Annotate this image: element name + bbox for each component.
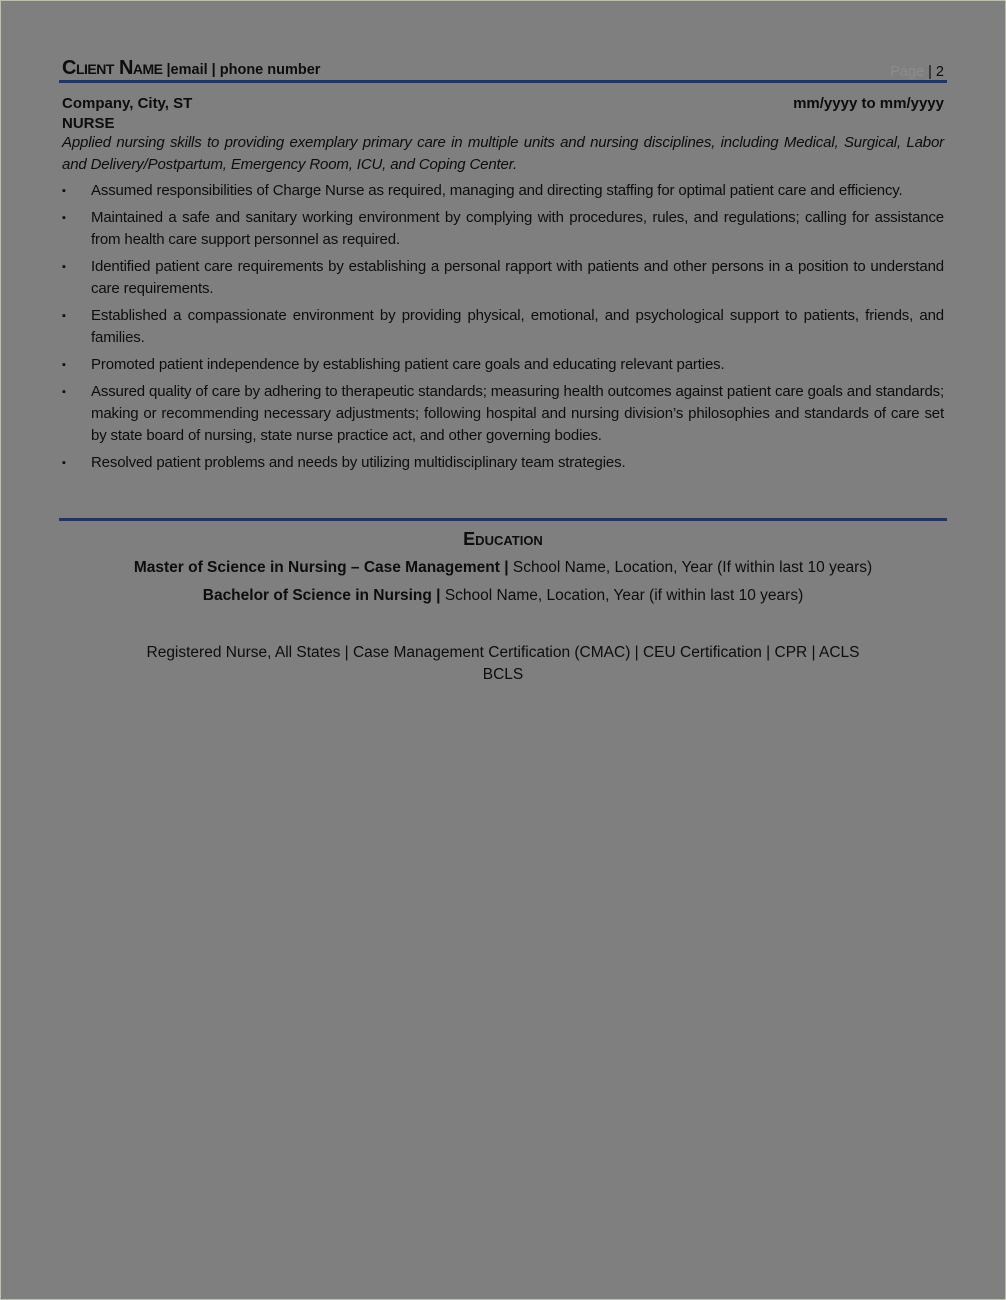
- bullet-icon: ▪: [62, 386, 66, 398]
- client-name: Client Name: [62, 57, 163, 79]
- bullet-icon: ▪: [62, 310, 66, 322]
- job-summary: Applied nursing skills to providing exemplary primary care in multiple units and nursing disciplines, including Medical, Surgical, Labor and Delivery/Postpartum, Emergency Room, ICU, and Coping Center.: [62, 134, 944, 173]
- bullet-item: ▪ Promoted patient independence by establishing patient care goals and educating relevant parties.: [62, 354, 944, 376]
- bullet-icon: ▪: [62, 457, 66, 469]
- bullet-icon: ▪: [62, 359, 66, 371]
- header-divider: [59, 80, 947, 83]
- contact-info: |email | phone number: [166, 62, 321, 78]
- job-title: NURSE: [62, 115, 115, 132]
- resume-page: [62, 52, 944, 686]
- job-dates: mm/yyyy to mm/yyyy: [793, 95, 944, 112]
- bullet-item: ▪ Resolved patient problems and needs by utilizing multidisciplinary team strategies.: [62, 452, 944, 474]
- bullet-item: ▪ Assumed responsibilities of Charge Nurse as required, managing and directing staffing for optimal patient care and efficiency.: [62, 180, 944, 202]
- bullet-icon: ▪: [62, 212, 66, 224]
- page-number: Page | 2: [890, 64, 944, 80]
- section-divider: [59, 518, 947, 521]
- bullet-item: ▪ Assured quality of care by adhering to therapeutic standards; measuring health outcomes against patient care goals and standards; making or recommending necessary adjustments; following hospital and nursing division’s philosophies and standards of care set by state board of nursing, state nurse practice act, and other governing bodies.: [62, 383, 944, 444]
- certifications: Registered Nurse, All States | Case Management Certification (CMAC) | CEU Certification | CPR | ACLS BCLS: [146, 644, 860, 683]
- bullet-icon: ▪: [62, 261, 66, 273]
- degree-master: Master of Science in Nursing – Case Management | School Name, Location, Year (If within last 10 years): [133, 559, 873, 576]
- bullet-icon: ▪: [62, 185, 66, 197]
- job-bullets: [62, 180, 944, 474]
- bullet-item: ▪ Established a compassionate environment by providing physical, emotional, and psychological support to patients, friends, and families.: [62, 307, 944, 346]
- company: Company, City, ST: [62, 95, 193, 112]
- bullet-item: ▪ Identified patient care requirements by establishing a personal rapport with patients and other persons in a position to understand care requirements.: [62, 258, 944, 297]
- page-header: [62, 52, 944, 80]
- bullet-item: ▪ Maintained a safe and sanitary working environment by complying with procedures, rules, and regulations; calling for assistance from health care support personnel as required.: [62, 209, 944, 248]
- education-heading: Education: [463, 529, 543, 549]
- job-row: [62, 95, 944, 112]
- degree-bachelor: Bachelor of Science in Nursing | School Name, Location, Year (if within last 10 years): [202, 587, 804, 604]
